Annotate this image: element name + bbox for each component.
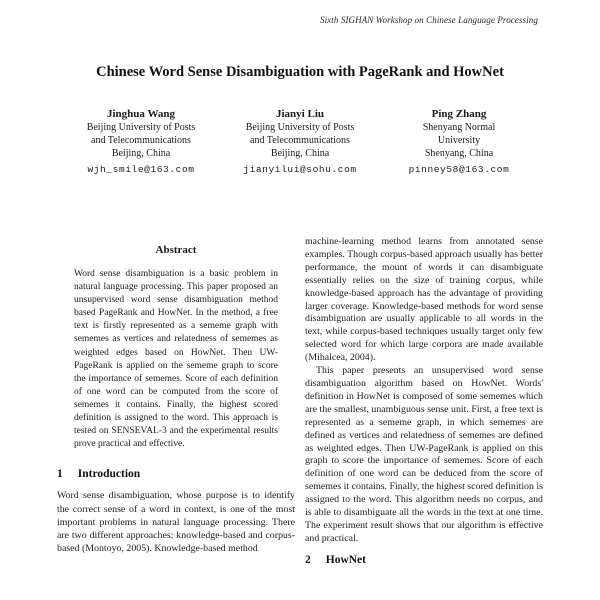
- author-email: pinney58@163.com: [408, 164, 510, 175]
- author-affiliation-line: and Telecommunications: [91, 135, 191, 146]
- author-name: Jinghua Wang: [107, 108, 175, 120]
- section-title: HowNet: [325, 553, 366, 566]
- author-affiliation-line: Beijing University of Posts: [86, 122, 196, 133]
- section-heading-introduction: [57, 468, 295, 480]
- author-affiliation-line: Shenyang, China: [424, 148, 494, 159]
- abstract-body: Word sense disambiguation is a basic problem in natural language processing. This paper proposed an unsupervised word sense disambiguation method based PageRank and HowNet. In the method, a free text is firstly represented as a sememe graph with sememes as vertices and relatedness of sememes as weighted edges based on HowNet. Then UW-PageRank is applied on the sememe graph to score the importance of sememes. Score of each definition of one word can be computed from the score of sememes it contains. Finally, the highest scored definition is assigned to the word. This approach is tested on SENSEVAL-3 and the experimental results prove practical and effective.: [74, 269, 278, 450]
- right-column: [305, 236, 543, 575]
- introduction-paragraph: Word sense disambiguation, whose purpose is to identify the correct sense of a word in context, is one of the most important problems in natural language processing. There are two different approaches: knowledge-based and corpus-based (Montoyo, 2005). Knowledge-based method: [57, 490, 295, 555]
- right-column-paragraph-1: machine-learning method learns from annotated sense examples. Though corpus-based approach usually has better performance, the mount of words it can disambiguate essentially relies on the size of training corpus, while knowledge-based approach has the advantage of providing larger coverage. Knowledge-based methods for word sense disambiguation are usually applicable to all words in the text, while corpus-based techniques usually target only few selected word for which large corpora are made available (Mihalcea, 2004).: [305, 236, 543, 364]
- running-header: Sixth SIGHAN Workshop on Chinese Language Processing: [319, 15, 538, 25]
- paper-title: Chinese Word Sense Disambiguation with PageRank and HowNet: [96, 64, 504, 80]
- author-affiliation-line: and Telecommunications: [250, 135, 350, 146]
- author-affiliation-line: Beijing, China: [270, 148, 330, 159]
- left-column: [57, 236, 295, 575]
- section-number: 1: [57, 468, 63, 481]
- abstract-heading: Abstract: [155, 244, 197, 256]
- author-block: [62, 107, 538, 175]
- author-affiliation-line: Beijing University of Posts: [245, 122, 355, 133]
- author-affiliation-line: University: [437, 135, 481, 146]
- right-column-paragraph-2: This paper presents an unsupervised word sense disambiguation algorithm based on HowNet. Words' definition in HowNet is composed of some sememes which are the smallest, unambiguous sense unit. First, a free text is represented as a sememe graph, in which sememes are defined as vertices and relatedness of sememes are defined as weighted edges. Then UW-PageRank is applied on this graph to score the importance of sememes. Score of each definition of one word can be deduced from the score of sememes it contains. Finally, the highest scored definition is assigned to the word. This algorithm needs no corpus, and is able to disambiguate all the words in the text at one time. The experiment result shows that our algorithm is effective and practical.: [305, 365, 543, 544]
- author-affiliation-line: Shenyang Normal: [422, 122, 496, 133]
- author-name: Ping Zhang: [431, 108, 487, 120]
- author-email: wjh_smile@163.com: [87, 164, 195, 175]
- author-2: [221, 107, 379, 175]
- author-1: [62, 107, 220, 175]
- section-title: Introduction: [77, 468, 141, 481]
- two-column-body: [57, 236, 543, 575]
- author-3: [380, 107, 538, 175]
- author-email: jianyilui@sohu.com: [243, 164, 357, 175]
- author-affiliation-line: Beijing, China: [111, 148, 171, 159]
- author-name: Jianyi Liu: [276, 108, 324, 120]
- section-heading-hownet: [305, 554, 543, 566]
- section-number: 2: [305, 553, 311, 566]
